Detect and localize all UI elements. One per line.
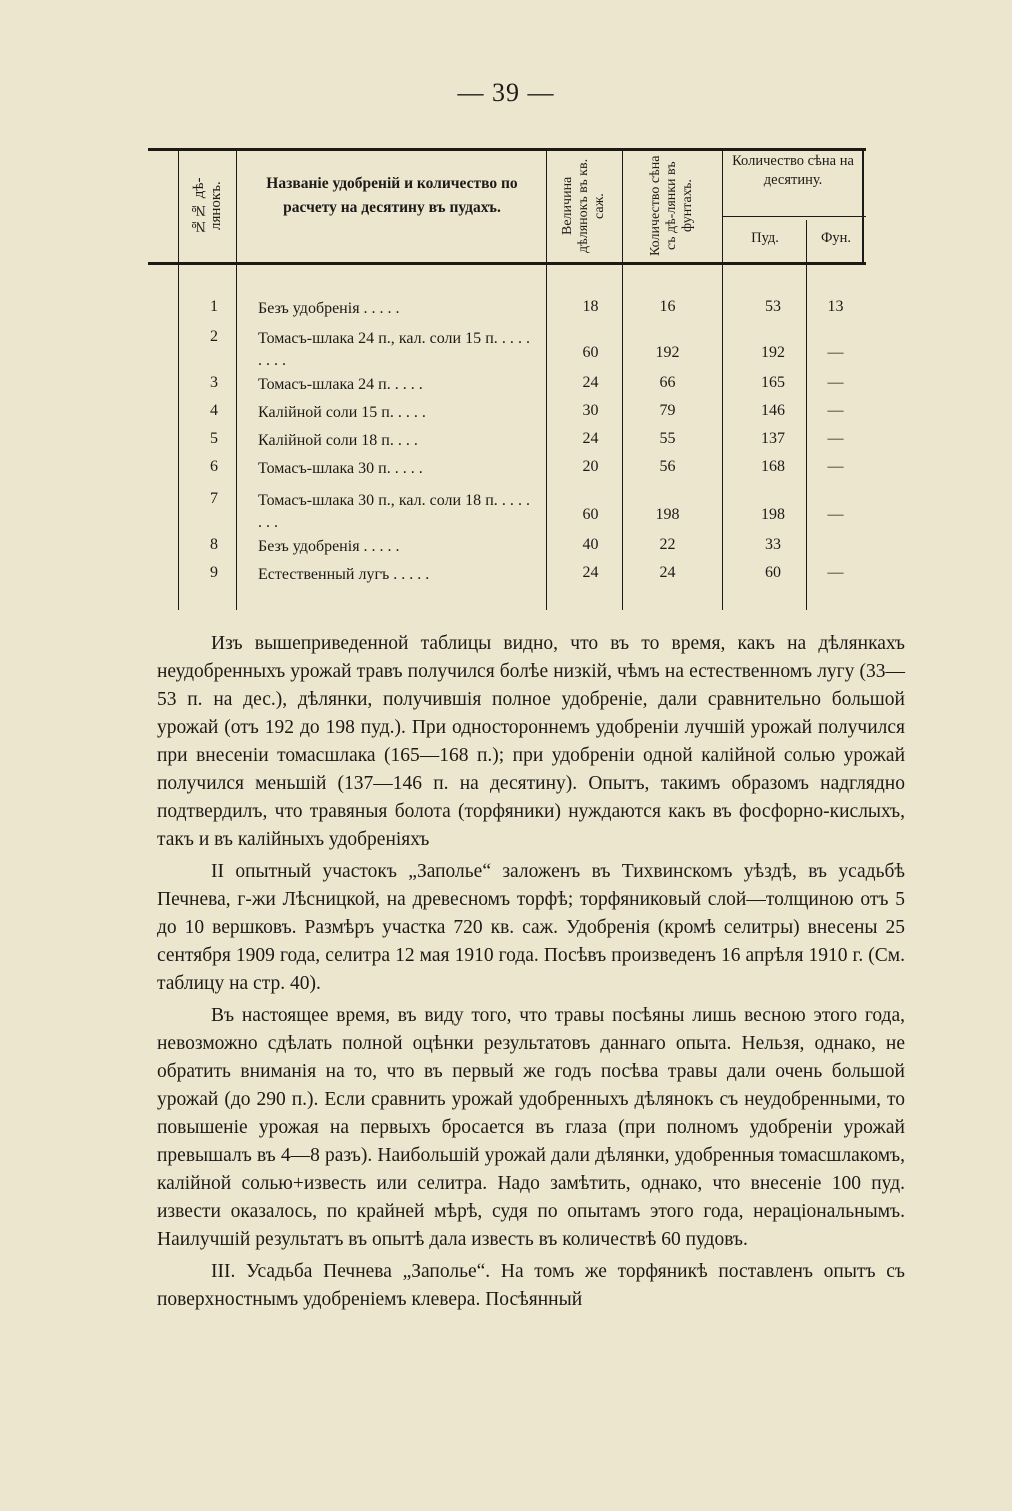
row-plot-size: 18 <box>582 298 599 315</box>
row-number: 1 <box>210 298 218 315</box>
header-fun: Фун. <box>820 230 852 246</box>
row-pud: 146 <box>761 402 785 419</box>
header-hay-per-plot: Количество сѣна съ дѣ-лянки въ фунтахъ. <box>647 155 696 257</box>
header-hay-per-desiatina: Количество сѣна на десятину. <box>732 153 854 188</box>
row-plot-size: 30 <box>582 402 599 419</box>
body-text <box>157 630 905 1318</box>
row-fertilizer: Томасъ-шлака 30 п. . . . . <box>258 460 423 477</box>
header-plot-number: №№ дѣ-лянокъ. <box>190 177 224 235</box>
row-hay-plot: 55 <box>659 430 676 447</box>
col-divider-4 <box>722 148 723 610</box>
row-fertilizer: Безъ удобренія . . . . . <box>258 300 400 317</box>
row-fun: — <box>827 344 844 361</box>
header-pud: Пуд. <box>751 230 779 246</box>
row-number: 7 <box>210 490 218 507</box>
header-fertilizer-name: Названіе удобреній и количество по расчету на десятину въ пудахъ. <box>266 175 518 216</box>
row-number: 5 <box>210 430 218 447</box>
row-pud: 60 <box>765 564 781 581</box>
row-fertilizer: Томасъ-шлака 30 п., кал. соли 18 п. . . . . . . . <box>258 492 530 531</box>
row-fun: — <box>827 402 844 419</box>
row-number: 4 <box>210 402 218 419</box>
paragraph: III. Усадьба Печнева „Заполье“. На томъ же торфяникѣ поставленъ опытъ съ поверхностнымъ удобреніемъ клевера. Посѣянный <box>157 1261 905 1310</box>
subheader-rule <box>722 216 866 217</box>
col-divider-2 <box>546 148 547 610</box>
row-plot-size: 40 <box>582 536 599 553</box>
row-number: 8 <box>210 536 218 553</box>
row-pud: 33 <box>765 536 781 553</box>
row-fertilizer: Естественный лугъ . . . . . <box>258 566 430 583</box>
row-hay-plot: 22 <box>659 536 676 553</box>
row-pud: 53 <box>765 298 781 315</box>
row-pud: 198 <box>761 506 785 523</box>
row-fertilizer: Калійной соли 15 п. . . . . <box>258 404 426 421</box>
row-number: 2 <box>210 328 218 345</box>
row-hay-plot: 192 <box>655 344 680 361</box>
paragraph: Въ настоящее время, въ виду того, что травы посѣяны лишь весною этого года, невозможно сдѣлать полной оцѣнки результатовъ даннаго опыта. Нельзя, однако, не обратить вниманія на то, что въ первый же годъ посѣва травы дали очень большой урожай (до 290 п.). Если сравнить урожай удобренныхъ дѣлянокъ съ неудобренными, то повышеніе урожая на первыхъ бросается въ глаза (при полномъ удобреніи урожай превышалъ въ 4—8 разъ). Наибольшій урожай дали дѣлянки, удобренныя томасшлакомъ, калійной солью+известь или селитра. Надо замѣтить, однако, что внесеніе 100 пуд. извести оказалось, по крайней мѣрѣ, судя по опытамъ этого года, нераціональнымъ. Наилучшій результатъ въ опытѣ дала известь въ количествѣ 60 пудовъ. <box>157 1005 905 1250</box>
header-plot-size: Величина дѣлянокъ въ кв. саж. <box>559 158 608 254</box>
table-left-border <box>178 148 179 610</box>
row-fun: — <box>827 564 844 581</box>
paragraph: II опытный участокъ „Заполье“ заложенъ въ Тихвинскомъ уѣздѣ, въ усадьбѣ Печнева, г-жи Лѣсницкой, на древесномъ торфѣ; торфяниковый слой—толщиною отъ 5 до 10 вершковъ. Размѣръ участка 720 кв. саж. Удобренія (кромѣ селитры) внесены 25 сентября 1909 года, селитра 12 мая 1910 года. Посѣвъ произведенъ 16 апрѣля 1910 г. (См. таблицу на стр. 40). <box>157 861 905 994</box>
table-header-rule <box>148 262 866 265</box>
row-fun: — <box>827 374 844 391</box>
row-hay-plot: 66 <box>659 374 676 391</box>
row-pud: 168 <box>761 458 785 475</box>
row-number: 9 <box>210 564 218 581</box>
row-number: 3 <box>210 374 218 391</box>
row-pud: 165 <box>761 374 785 391</box>
row-hay-plot: 16 <box>659 298 676 315</box>
row-plot-size: 60 <box>582 506 599 523</box>
fertilizer-table <box>148 138 866 613</box>
table-top-rule <box>148 148 866 151</box>
row-fun: — <box>827 506 844 523</box>
row-pud: 137 <box>761 430 785 447</box>
row-fertilizer: Томасъ-шлака 24 п. . . . . <box>258 376 423 393</box>
row-hay-plot: 198 <box>655 506 680 523</box>
row-fun: 13 <box>827 298 844 315</box>
row-fertilizer: Томасъ-шлака 24 п., кал. соли 15 п. . . . . . . . . <box>258 330 530 369</box>
paragraph: Изъ вышеприведенной таблицы видно, что въ то время, какъ на дѣлянкахъ неудобренныхъ урожай травъ получился болѣе низкій, чѣмъ на естественномъ лугу (33—53 п. на дес.), дѣлянки, получившія полное удобреніе, дали сравнительно большой урожай (отъ 192 до 198 пуд.). При одностороннемъ удобреніи лучшій урожай получился при внесеніи томасшлака (165—168 п.); при удобреніи одной калійной солью урожай получился меньшій (137—146 п. на десятину). Опытъ, такимъ образомъ надглядно подтвердилъ, что травяныя болота (торфяники) нуждаются какъ въ фосфорно-кислыхъ, такъ и въ калійныхъ удобреніяхъ <box>157 633 905 850</box>
row-plot-size: 20 <box>582 458 599 475</box>
page-number: — 39 — <box>457 78 555 107</box>
row-number: 6 <box>210 458 218 475</box>
row-hay-plot: 79 <box>659 402 676 419</box>
row-plot-size: 24 <box>582 374 599 391</box>
row-hay-plot: 24 <box>659 564 676 581</box>
row-fun: — <box>827 458 844 475</box>
row-fun: — <box>827 430 844 447</box>
row-fertilizer: Калійной соли 18 п. . . . <box>258 432 418 449</box>
row-plot-size: 60 <box>582 344 599 361</box>
row-pud: 192 <box>761 344 785 361</box>
row-fertilizer: Безъ удобренія . . . . . <box>258 538 400 555</box>
row-plot-size: 24 <box>582 430 599 447</box>
row-plot-size: 24 <box>582 564 599 581</box>
row-hay-plot: 56 <box>659 458 676 475</box>
